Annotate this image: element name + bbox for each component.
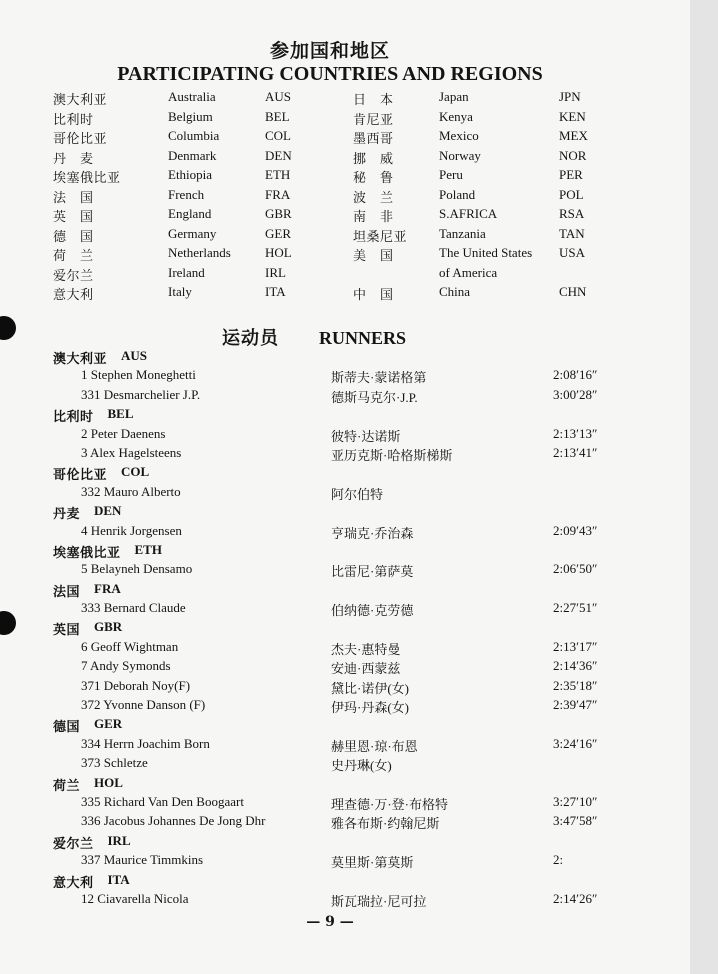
group-country-code: FRA	[94, 580, 121, 596]
country-code: BEL	[265, 108, 290, 124]
group-country-cn: 爱尔兰	[53, 835, 94, 851]
country-cn: 埃塞俄比亚	[53, 170, 121, 185]
country-code-right: USA	[559, 245, 586, 260]
country-code-right: MEX	[559, 128, 588, 143]
punch-hole	[0, 316, 16, 340]
runner-time: 3:47′58″	[553, 813, 598, 829]
country-code: GBR	[265, 206, 292, 221]
runner-time: 2:14′26″	[553, 890, 598, 906]
runner-time: 2:13′13″	[553, 425, 598, 441]
runner-name-cn: 史丹琳(女)	[331, 758, 392, 774]
country-code-right: NOR	[559, 147, 587, 163]
country-group-header	[53, 348, 613, 367]
group-country-cn: 埃塞俄比亚	[53, 544, 121, 560]
runner-time: 2:06′50″	[553, 561, 598, 577]
group-country-cn: 澳大利亚	[53, 351, 108, 366]
country-cn-right: 肯尼亚	[353, 111, 394, 127]
country-cn-right: 日 本	[353, 92, 394, 107]
country-cn: 丹 麦	[53, 150, 94, 166]
runner-name: 335 Richard Van Den Boogaart	[81, 793, 244, 809]
country-group-header	[53, 503, 613, 522]
country-en-right: Norway	[439, 147, 481, 163]
runner-time: 2:09′43″	[553, 522, 598, 538]
runner-name-cn: 安迪·西蒙兹	[331, 661, 401, 677]
page-number: — 9 —	[306, 914, 354, 930]
country-en-right: Tanzania	[439, 225, 486, 241]
group-country-code: HOL	[94, 774, 123, 790]
country-en: England	[168, 206, 212, 221]
runner-name-cn: 杰夫·惠特曼	[331, 641, 401, 657]
runner-row	[53, 891, 613, 910]
country-code-right: RSA	[559, 206, 585, 221]
runner-name: 3 Alex Hagelsteens	[81, 444, 182, 460]
runner-time: 3:00′28″	[553, 386, 598, 402]
group-country-code: DEN	[94, 503, 122, 519]
country-en-right: S.AFRICA	[439, 206, 498, 221]
runner-name: 4 Henrik Jorgensen	[81, 522, 182, 538]
runner-time: 2:27′51″	[553, 600, 598, 616]
runner-time: 2:39′47″	[553, 697, 598, 713]
country-cn: 爱尔兰	[53, 267, 94, 283]
runner-row	[53, 523, 613, 542]
runner-name-cn: 阿尔伯特	[331, 486, 384, 502]
country-en-right: of America	[439, 264, 498, 280]
country-cn-right: 美 国	[353, 248, 394, 263]
country-group-header	[53, 872, 613, 891]
country-en: Ireland	[168, 264, 205, 280]
country-cn: 德 国	[53, 228, 94, 244]
runner-row	[53, 658, 613, 677]
punch-hole	[0, 611, 16, 635]
runners-header	[222, 324, 406, 350]
runner-row	[53, 852, 613, 871]
runner-row	[53, 678, 613, 697]
country-en: Ethiopia	[168, 167, 213, 182]
country-cn-right: 挪 威	[353, 150, 394, 166]
group-country-cn: 意大利	[53, 874, 94, 890]
group-country-cn: 比利时	[53, 409, 94, 425]
country-code: AUS	[265, 89, 292, 104]
runner-name-cn: 雅各布斯·约翰尼斯	[331, 816, 440, 832]
group-country-cn: 英国	[53, 622, 81, 638]
country-cn-right: 南 非	[353, 209, 394, 224]
group-country-cn: 法国	[53, 583, 81, 599]
runner-name-cn: 斯蒂夫·蒙诺格第	[331, 370, 427, 386]
country-code-right: POL	[559, 186, 584, 202]
country-en: Netherlands	[168, 245, 231, 260]
runner-name: 1 Stephen Moneghetti	[81, 367, 196, 383]
country-cn: 英 国	[53, 209, 94, 224]
page-title-cn: 参加国和地区	[269, 40, 390, 62]
country-group-header	[53, 464, 613, 483]
country-en-right: The United States	[439, 245, 533, 260]
runner-row	[53, 561, 613, 580]
runner-row	[53, 484, 613, 503]
runner-row	[53, 600, 613, 619]
group-country-code: IRL	[107, 832, 131, 848]
runner-name-cn: 伯纳德·克劳德	[331, 603, 414, 619]
country-code-right: TAN	[559, 225, 585, 241]
runner-row	[53, 387, 613, 406]
runner-name-cn: 理查德·万·登·布格特	[331, 796, 448, 812]
runner-time: 2:	[553, 852, 564, 868]
country-code: COL	[265, 128, 291, 143]
country-cn: 比利时	[53, 111, 94, 127]
runner-name-cn: 黛比·诺伊(女)	[331, 680, 409, 696]
country-cn-right: 秘 鲁	[353, 170, 394, 185]
runner-time: 2:08′16″	[553, 367, 598, 383]
runner-row	[53, 697, 613, 716]
country-en: Italy	[168, 284, 192, 299]
group-country-cn: 荷兰	[53, 777, 81, 793]
country-code-right: JPN	[559, 89, 581, 104]
runner-name: 332 Mauro Alberto	[81, 483, 181, 499]
group-country-code: GBR	[94, 619, 123, 635]
runner-name: 5 Belayneh Densamo	[81, 561, 193, 577]
country-group-header	[53, 716, 613, 735]
country-code: DEN	[265, 147, 292, 163]
country-en-right: Peru	[439, 167, 463, 182]
runner-time: 3:24′16″	[553, 735, 598, 751]
runner-row	[53, 445, 613, 464]
country-code: GER	[265, 225, 291, 241]
page-title-en: PARTICIPATING COUNTRIES AND REGIONS	[117, 63, 543, 85]
runner-row	[53, 426, 613, 445]
runner-name: 7 Andy Symonds	[81, 658, 171, 674]
runner-name: 6 Geoff Wightman	[81, 638, 179, 654]
group-country-code: BEL	[107, 406, 134, 422]
runner-name: 336 Jacobus Johannes De Jong Dhr	[81, 813, 266, 829]
country-code-right: KEN	[559, 108, 586, 124]
country-group-header	[53, 833, 613, 852]
country-en-right: China	[439, 284, 471, 299]
runner-row	[53, 813, 613, 832]
runner-name-cn: 比雷尼·第萨莫	[331, 564, 414, 580]
runners-list	[53, 348, 613, 910]
runner-name-cn: 亨瑞克·乔治森	[331, 525, 414, 541]
country-code: IRL	[265, 264, 286, 280]
runners-header-cn: 运动员	[222, 328, 279, 349]
runner-row	[53, 736, 613, 755]
runner-time: 3:27′10″	[553, 793, 598, 809]
country-cn-right: 波 兰	[353, 189, 394, 205]
runner-name: 331 Desmarchelier J.P.	[81, 386, 201, 402]
country-en: Columbia	[168, 128, 220, 143]
country-group-header	[53, 406, 613, 425]
runner-name: 371 Deborah Noy(F)	[81, 677, 191, 693]
country-cn: 哥伦比亚	[53, 131, 108, 146]
group-country-code: GER	[94, 716, 123, 732]
country-group-header	[53, 619, 613, 638]
country-en-right: Mexico	[439, 128, 479, 143]
runner-name-cn: 伊玛·丹森(女)	[331, 700, 409, 716]
runner-time: 2:35′18″	[553, 677, 598, 693]
runner-name-cn: 斯瓦瑞拉·尼可拉	[331, 893, 427, 909]
runner-name: 373 Schletze	[81, 755, 148, 771]
country-en-right: Japan	[439, 89, 469, 104]
runner-time: 2:13′41″	[553, 444, 598, 460]
runners-header-en: RUNNERS	[319, 328, 407, 348]
runner-name-cn: 德斯马克尔·J.P.	[331, 389, 418, 405]
country-en: Belgium	[168, 108, 213, 124]
country-code: HOL	[265, 245, 292, 260]
country-code: FRA	[265, 186, 291, 202]
country-code: ETH	[265, 167, 291, 182]
country-en-right: Poland	[439, 186, 476, 202]
runner-name-cn: 莫里斯·第莫斯	[331, 855, 414, 871]
runner-time: 2:13′17″	[553, 638, 598, 654]
country-en: French	[168, 186, 205, 202]
country-group-header	[53, 542, 613, 561]
runner-name-cn: 亚历克斯·哈格斯梯斯	[331, 447, 453, 463]
country-group-header	[53, 775, 613, 794]
group-country-code: ITA	[107, 871, 130, 887]
runner-name-cn: 赫里恩·琼·布恩	[331, 738, 418, 754]
group-country-cn: 丹麦	[53, 506, 81, 522]
runner-name: 334 Herrn Joachim Born	[81, 735, 210, 751]
runner-row	[53, 755, 613, 774]
runner-row	[53, 794, 613, 813]
country-en: Germany	[168, 225, 217, 241]
country-cn: 法 国	[53, 189, 94, 205]
runner-row	[53, 367, 613, 386]
group-country-code: ETH	[134, 541, 162, 557]
group-country-cn: 德国	[53, 719, 81, 735]
country-cn: 意大利	[53, 287, 94, 302]
country-group-header	[53, 581, 613, 600]
runner-name: 372 Yvonne Danson (F)	[81, 697, 206, 713]
country-en-right: Kenya	[439, 108, 473, 124]
runner-name-cn: 彼特·达诺斯	[331, 428, 401, 444]
country-en: Denmark	[168, 147, 217, 163]
group-country-code: COL	[121, 464, 150, 480]
country-code-right: CHN	[559, 284, 587, 299]
country-code: ITA	[265, 284, 286, 299]
runner-row	[53, 639, 613, 658]
country-en: Australia	[168, 89, 216, 104]
runner-name: 12 Ciavarella Nicola	[81, 890, 189, 906]
runner-time: 2:14′36″	[553, 658, 598, 674]
group-country-code: AUS	[121, 348, 148, 363]
runner-name: 337 Maurice Timmkins	[81, 852, 204, 868]
country-cn: 澳大利亚	[53, 92, 108, 107]
country-code-right: PER	[559, 167, 583, 182]
country-cn-right: 坦桑尼亚	[353, 228, 408, 244]
country-cn-right: 墨西哥	[353, 131, 394, 146]
country-cn: 荷 兰	[53, 248, 94, 263]
runner-name: 333 Bernard Claude	[81, 600, 186, 616]
runner-name: 2 Peter Daenens	[81, 425, 166, 441]
group-country-cn: 哥伦比亚	[53, 467, 108, 483]
country-cn-right: 中 国	[353, 287, 394, 302]
